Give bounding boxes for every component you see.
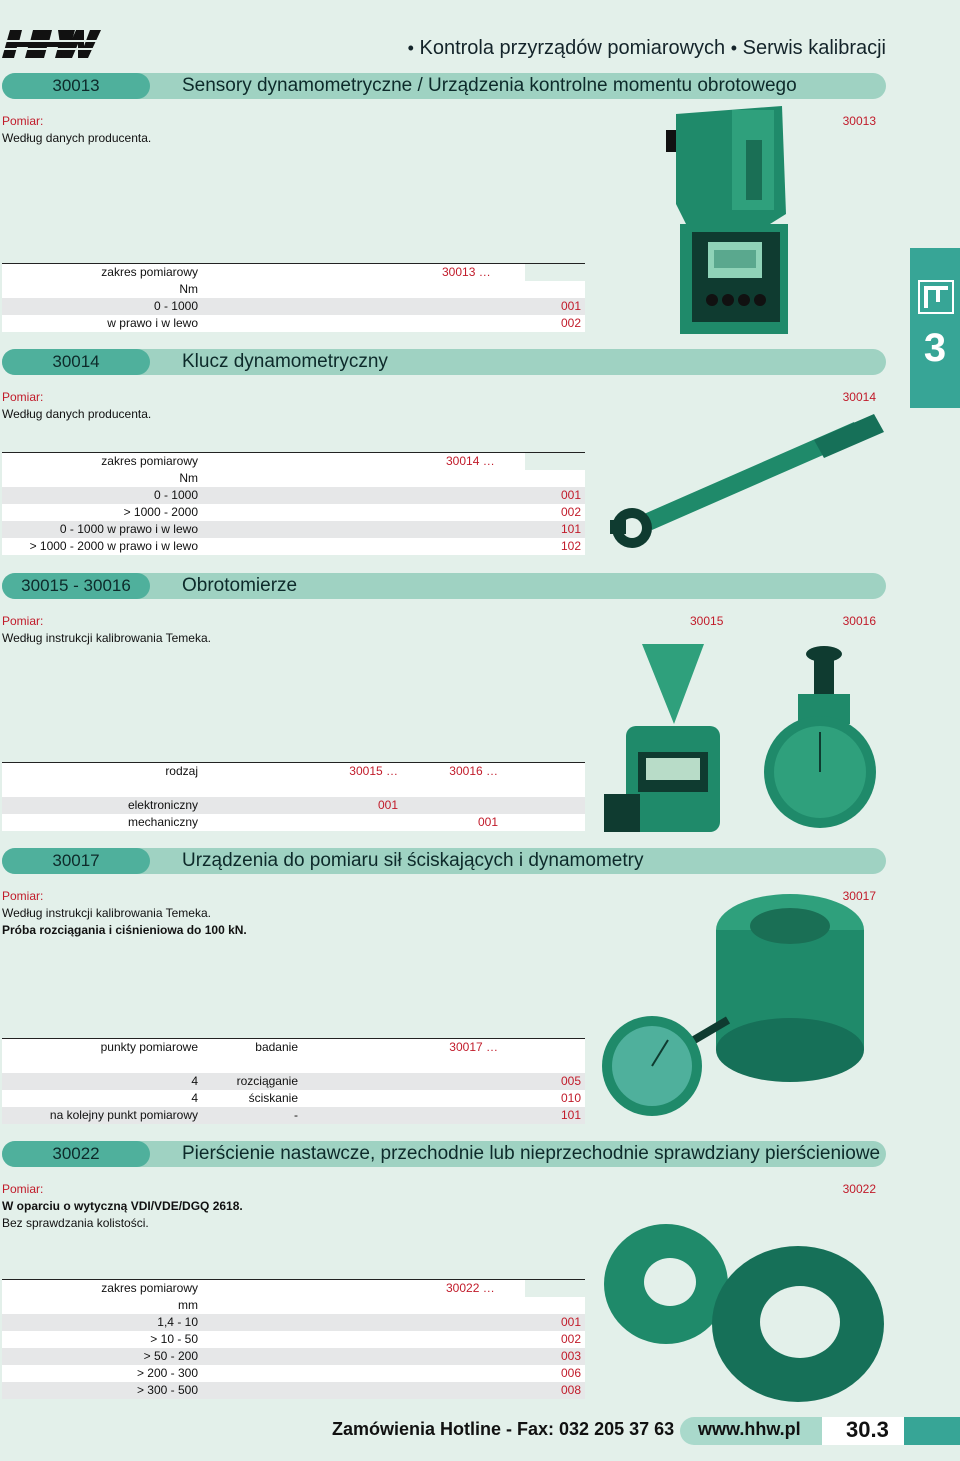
measure-desc: W oparciu o wytyczną VDI/VDE/DGQ 2618. <box>2 1199 243 1213</box>
section-title: Klucz dynamometryczny <box>182 351 388 372</box>
measure-desc-2: Bez sprawdzania kolistości. <box>2 1216 149 1230</box>
section-bar-30015 <box>2 573 886 599</box>
table-row: 0 - 1000 001 <box>2 298 585 315</box>
measure-label: Pomiar: <box>2 889 44 903</box>
header-title: • Kontrola przyrządów pomiarowych • Serwis kalibracji <box>407 37 886 59</box>
spec-table-30015 <box>2 762 585 831</box>
section-bar-30013 <box>2 73 886 99</box>
table-row: > 300 - 500 008 <box>2 1382 585 1399</box>
section-code: 30022 <box>2 1141 150 1167</box>
electronic-tachometer-image <box>604 644 734 832</box>
ring-gauges-image <box>600 1206 890 1406</box>
measure-desc: Według instrukcji kalibrowania Temeka. <box>2 906 211 920</box>
mechanical-tachometer-image <box>762 642 880 832</box>
header-item-2: Serwis kalibracji <box>742 37 886 59</box>
table-row: elektroniczny 001 <box>2 797 585 814</box>
footer-accent-band <box>904 1417 960 1445</box>
image-code: 30017 <box>842 889 876 903</box>
measure-desc: Według danych producenta. <box>2 407 152 421</box>
section-code: 30014 <box>2 349 150 375</box>
header-item-1: Kontrola przyrządów pomiarowych <box>419 37 726 59</box>
table-row: 0 - 1000 w prawo i w lewo 101 <box>2 521 585 538</box>
section-bar-30017 <box>2 848 886 874</box>
measure-label: Pomiar: <box>2 390 44 404</box>
table-row: > 1000 - 2000 w prawo i w lewo 102 <box>2 538 585 555</box>
table-row: w prawo i w lewo 002 <box>2 315 585 332</box>
spec-table-30013 <box>2 263 585 332</box>
table-row: > 1000 - 2000 002 <box>2 504 585 521</box>
table-unit: Nm <box>2 470 202 487</box>
measure-desc: Według danych producenta. <box>2 131 152 145</box>
image-code: 30013 <box>842 114 876 128</box>
measure-label: Pomiar: <box>2 614 44 628</box>
table-unit: mm <box>2 1297 202 1314</box>
table-header: zakres pomiarowy <box>2 1280 202 1297</box>
table-row: 4 rozciąganie 005 <box>2 1073 585 1090</box>
hhw-logo <box>2 26 102 62</box>
table-row: na kolejny punkt pomiarowy - 101 <box>2 1107 585 1124</box>
section-bar-30014 <box>2 349 886 375</box>
spec-table-30014 <box>2 452 585 555</box>
section-code: 30015 - 30016 <box>2 573 150 599</box>
section-title: Obrotomierze <box>182 575 298 596</box>
table-row: > 10 - 50 002 <box>2 1331 585 1348</box>
image-code-a: 30015 <box>690 614 724 628</box>
caliper-icon <box>918 280 954 314</box>
measure-label: Pomiar: <box>2 114 44 128</box>
footer-web-link[interactable]: www.hhw.pl <box>698 1419 801 1439</box>
section-code: 30017 <box>2 848 150 874</box>
logo-text: HHW <box>2 26 5 27</box>
image-code: 30014 <box>842 390 876 404</box>
table-header: 30014 … <box>442 453 525 470</box>
page-number: 30.3 <box>846 1417 889 1442</box>
footer-hotline: Zamówienia Hotline - Fax: 032 205 37 63 <box>332 1419 675 1439</box>
table-header: 30022 … <box>442 1280 525 1297</box>
table-header: rodzaj <box>2 763 202 780</box>
table-header: 30016 … <box>402 763 502 780</box>
torque-sensor-image <box>662 104 792 336</box>
chapter-side-tab[interactable] <box>910 248 960 408</box>
table-header: badanie <box>202 1039 302 1056</box>
table-row: > 200 - 300 006 <box>2 1365 585 1382</box>
table-header: 30017 … <box>302 1039 502 1056</box>
table-header: zakres pomiarowy <box>2 453 202 470</box>
image-code: 30022 <box>842 1182 876 1196</box>
section-code: 30013 <box>2 73 150 99</box>
chapter-number: 3 <box>923 326 947 370</box>
spec-table-30017 <box>2 1038 585 1124</box>
torque-wrench-image <box>604 410 890 556</box>
table-row: 1,4 - 10 001 <box>2 1314 585 1331</box>
section-title: Urządzenia do pomiaru sił ściskających i dynamometry <box>182 850 644 871</box>
section-title: Pierścienie nastawcze, przechodnie lub nieprzechodnie sprawdziany pierścieniowe <box>182 1143 881 1164</box>
table-header: zakres pomiarowy <box>2 264 202 281</box>
measure-desc: Według instrukcji kalibrowania Temeka. <box>2 631 211 645</box>
table-row: 0 - 1000 001 <box>2 487 585 504</box>
spec-table-30022 <box>2 1279 585 1399</box>
image-code-b: 30016 <box>842 614 876 628</box>
section-bar-30022 <box>2 1141 886 1167</box>
section-title: Sensory dynamometryczne / Urządzenia kontrolne momentu obrotowego <box>182 75 797 96</box>
table-row: mechaniczny 001 <box>2 814 585 831</box>
table-header: 30015 … <box>202 763 402 780</box>
measure-desc-2: Próba rozciągania i ciśnieniowa do 100 kN. <box>2 923 247 937</box>
force-gauge-image <box>598 890 888 1130</box>
measure-label: Pomiar: <box>2 1182 44 1196</box>
table-header: punkty pomiarowe <box>2 1039 202 1056</box>
table-header: 30013 … <box>442 264 525 281</box>
table-row: 4 ściskanie 010 <box>2 1090 585 1107</box>
table-unit: Nm <box>2 281 202 298</box>
table-row: > 50 - 200 003 <box>2 1348 585 1365</box>
